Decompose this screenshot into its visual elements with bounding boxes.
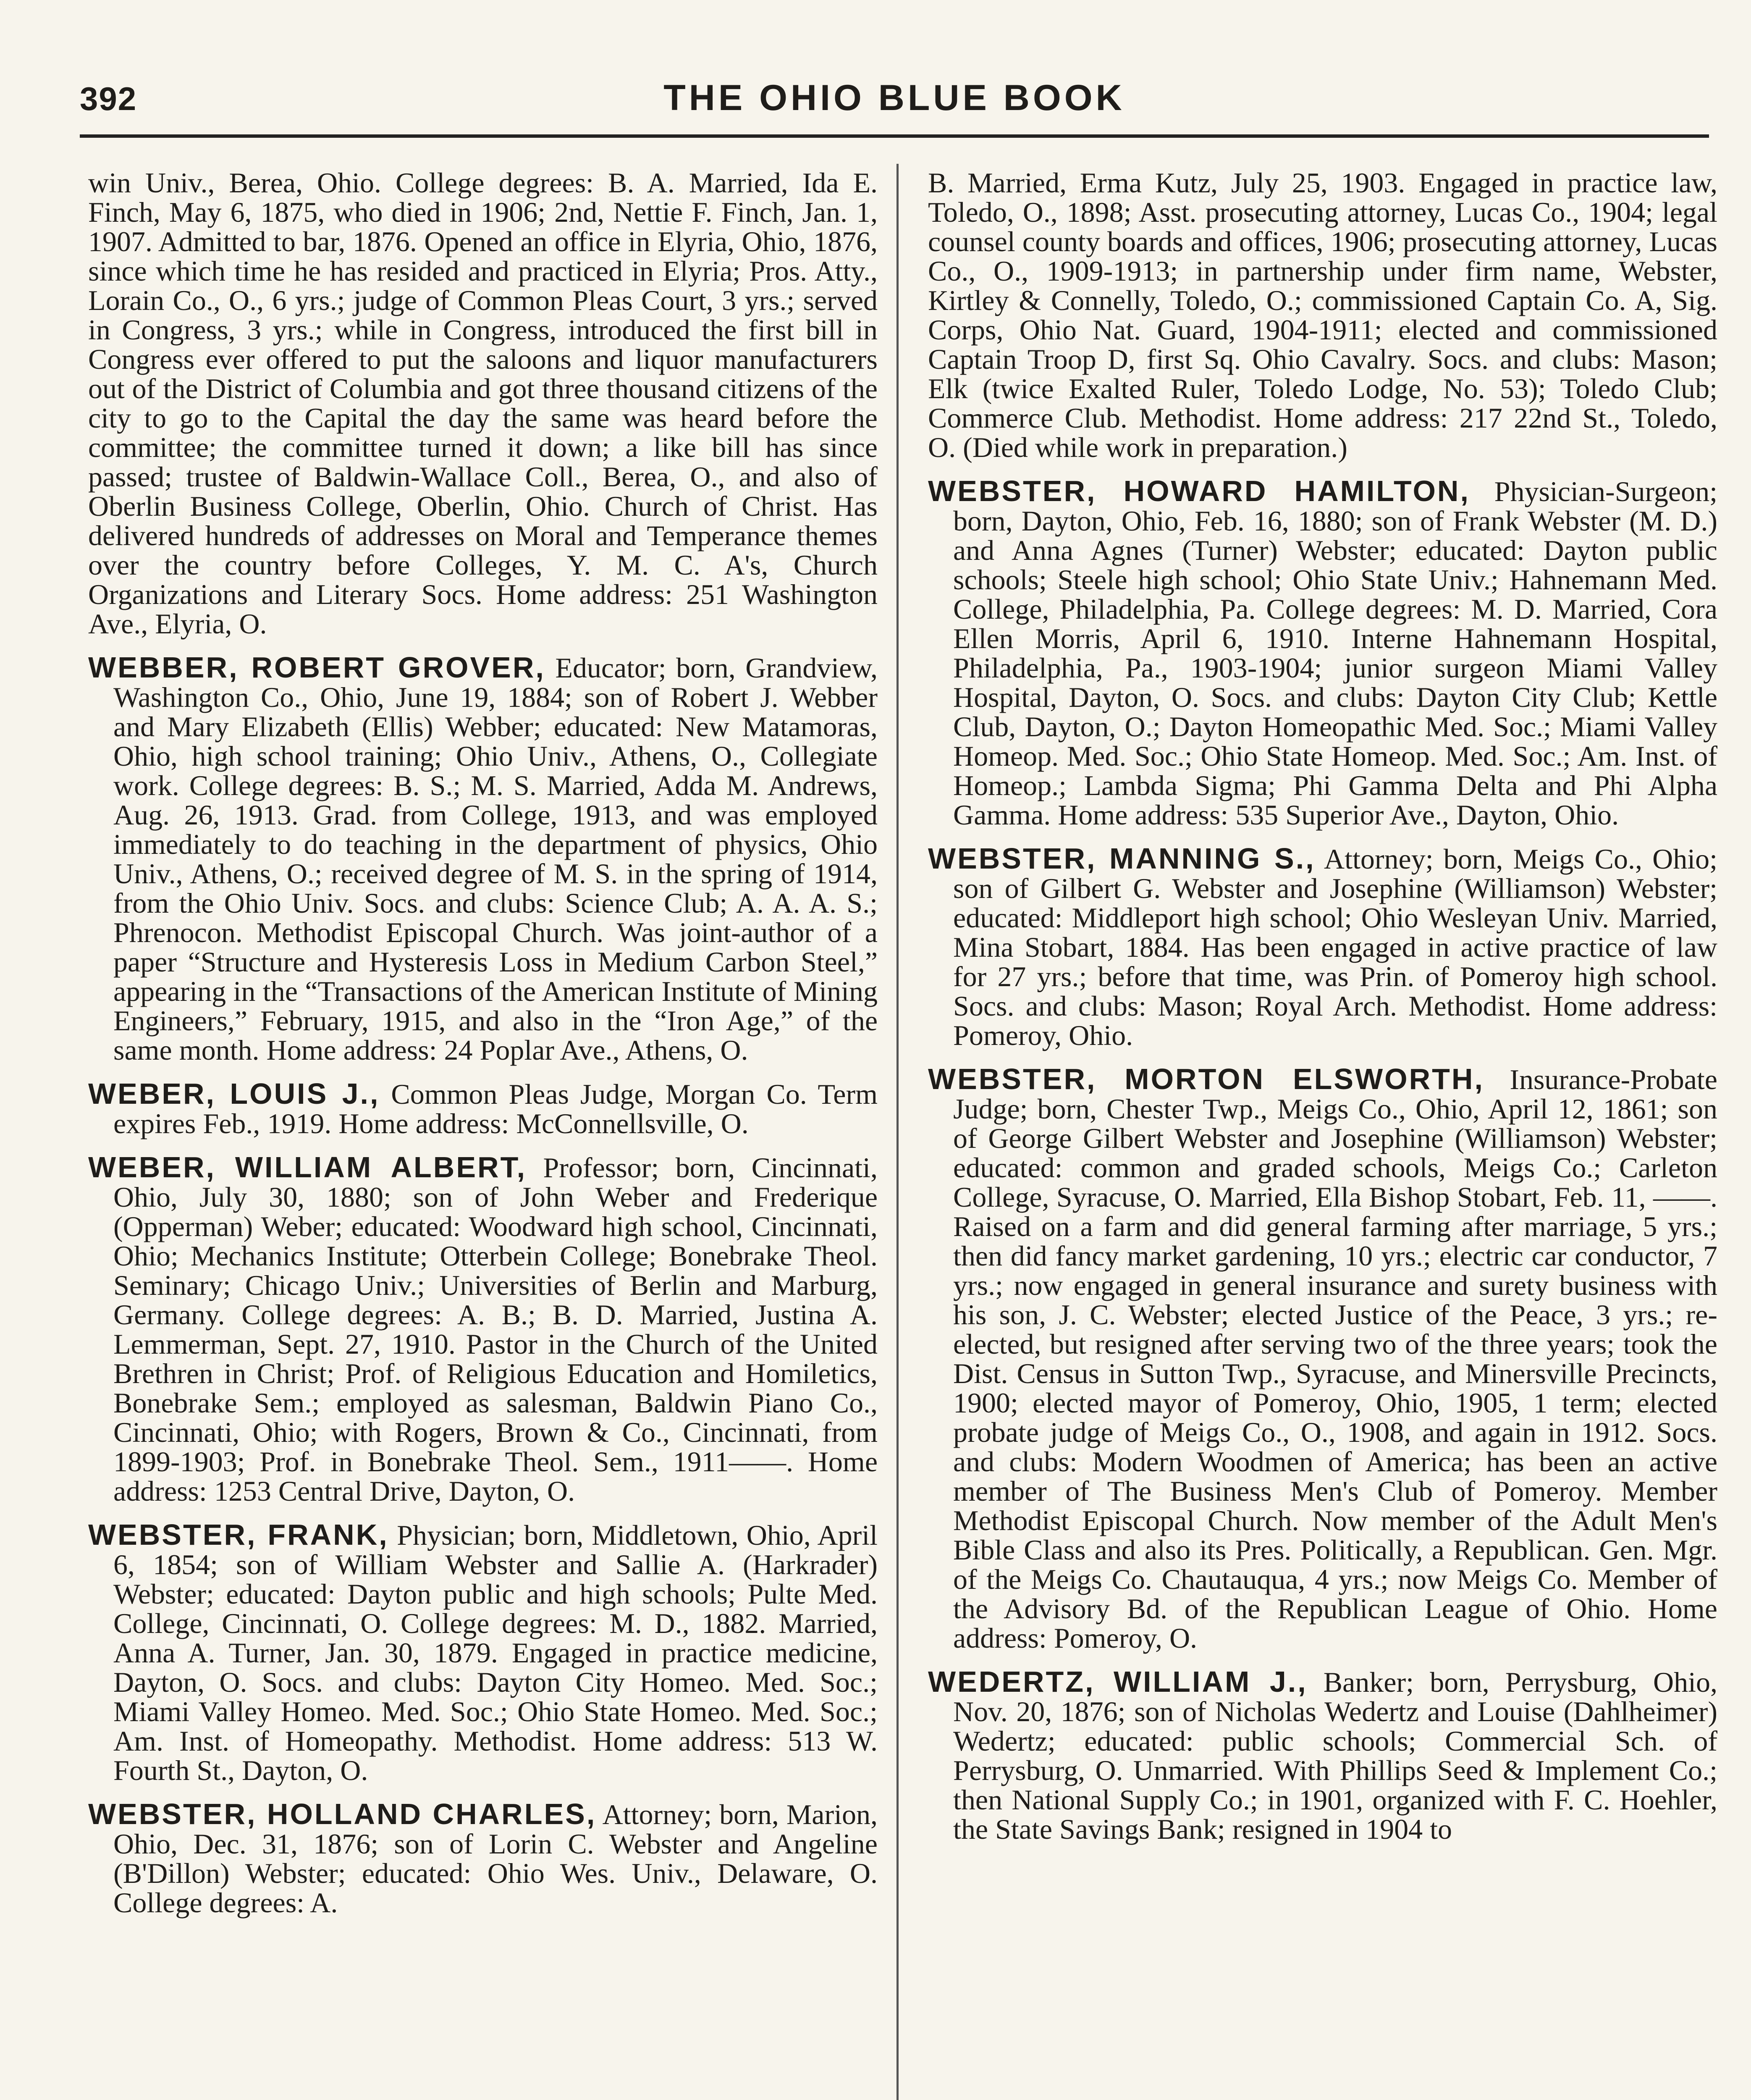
biography-entry: B. Married, Erma Kutz, July 25, 1903. Engaged in practice law, Toledo, O., 1898; Asst. prosecuting attorney, Lucas Co., 1904; legal counsel county boards and offices, 1906; prosecuting attorney, Lucas Co., O., 1909-1913; in partnership under firm name, Webster, Kirtley & Connelly, Toledo, O.; commissioned Captain Co. A, Sig. Corps, Ohio Nat. Guard, 1904-1911; elected and commissioned Captain Troop D, first Sq. Ohio Cavalry. Socs. and clubs: Mason; Elk (twice Exalted Ruler, Toledo Lodge, No. 53); Toledo Club; Commerce Club. Methodist. Home address: 217 22nd St., Toledo, O. (Died while work in preparation.) bbox=[928, 167, 1717, 463]
page-header bbox=[80, 63, 1709, 138]
entry-name: WEBSTER, MANNING S., bbox=[928, 842, 1316, 875]
biography-entry bbox=[88, 1152, 878, 1506]
biography-entry bbox=[88, 1079, 878, 1138]
biography-entry bbox=[88, 1520, 878, 1785]
entry-name: WEBER, LOUIS J., bbox=[88, 1077, 380, 1110]
entry-text: Professor; born, Cincinnati, Ohio, July 30, 1880; son of John Weber and Frederique (Opperman) Weber; educated: Woodward high school, Cincinnati, Ohio; Mechanics Institute; Otterbein College; Bonebrake Theol. Seminary; Chicago Univ.; Universities of Berlin and Marburg, Germany. College degrees: A. B.; B. D. Married, Justina A. Lemmerman, Sept. 27, 1910. Pastor in the Church of the United Brethren in Christ; Prof. of Religious Education and Homiletics, Bonebrake Sem.; employed as salesman, Baldwin Piano Co., Cincinnati, Ohio; with Rogers, Brown & Co., Cincinnati, from 1899-1903; Prof. in Bonebrake Theol. Sem., 1911——. Home address: 1253 Central Drive, Dayton, O. bbox=[113, 1152, 878, 1507]
entry-text: Physician; born, Middletown, Ohio, April 6, 1854; son of William Webster and Sallie A. (Harkrader) Webster; educated: Dayton public and high schools; Pulte Med. College, Cincinnati, O. College degrees: M. D., 1882. Married, Anna A. Turner, Jan. 30, 1879. Engaged in practice medicine, Dayton, O. Socs. and clubs: Dayton City Homeo. Med. Soc.; Miami Valley Homeo. Med. Soc.; Ohio State Homeo. Med. Soc.; Am. Inst. of Homeopathy. Methodist. Home address: 513 W. Fourth St., Dayton, O. bbox=[113, 1519, 878, 1786]
biography-entry bbox=[928, 476, 1717, 830]
entry-text: Attorney; born, Meigs Co., Ohio; son of Gilbert G. Webster and Josephine (Williamson) Webster; educated: Middleport high school; Ohio Wesleyan Univ. Married, Mina Stobart, 1884. Has been engaged in active practice of law for 27 yrs.; before that time, was Prin. of Pomeroy high school. Socs. and clubs: Mason; Royal Arch. Methodist. Home address: Pomeroy, Ohio. bbox=[953, 843, 1717, 1051]
entry-name: WEDERTZ, WILLIAM J., bbox=[928, 1665, 1308, 1698]
biography-entry bbox=[928, 844, 1717, 1050]
entry-text: Physician-Surgeon; born, Dayton, Ohio, Feb. 16, 1880; son of Frank Webster (M. D.) and Anna Agnes (Turner) Webster; educated: Dayton public schools; Steele high school; Ohio State Univ.; Hahnemann Med. College, Philadelphia, Pa. College degrees: M. D. Married, Cora Ellen Morris, April 6, 1910. Interne Hahnemann Hospital, Philadelphia, Pa., 1903-1904; junior surgeon Miami Valley Hospital, Dayton, O. Socs. and clubs: Dayton City Club; Kettle Club, Dayton, O.; Dayton Homeopathic Med. Soc.; Miami Valley Homeop. Med. Soc.; Ohio State Homeop. Med. Soc.; Am. Inst. of Homeop.; Lambda Sigma; Phi Gamma Delta and Phi Alpha Gamma. Home address: 535 Superior Ave., Dayton, Ohio. bbox=[953, 475, 1718, 831]
entry-name: WEBER, WILLIAM ALBERT, bbox=[88, 1151, 527, 1184]
entry-text: Educator; born, Grandview, Washington Co., Ohio, June 19, 1884; son of Robert J. Webber and Mary Elizabeth (Ellis) Webber; educated: New Matamoras, Ohio, high school training; Ohio Univ., Athens, O., Collegiate work. College degrees: B. S.; M. S. Married, Adda M. Andrews, Aug. 26, 1913. Grad. from College, 1913, and was employed immediately to do teaching in the department of physics, Ohio Univ., Athens, O.; received degree of M. S. in the spring of 1914, from the Ohio Univ. Socs. and clubs: Science Club; A. A. A. S.; Phrenocon. Methodist Episcopal Church. Was joint-author of a paper “Structure and Hysteresis Loss in Medium Carbon Steel,” appearing in the “Transactions of the American Institute of Mining Engineers,” February, 1915, and also in the “Iron Age,” of the same month. Home address: 24 Poplar Ave., Athens, O. bbox=[113, 652, 878, 1066]
entry-name: WEBSTER, MORTON ELSWORTH, bbox=[928, 1063, 1484, 1095]
biography-entry bbox=[928, 1064, 1717, 1653]
biography-entry: win Univ., Berea, Ohio. College degrees: B. A. Married, Ida E. Finch, May 6, 1875, who died in 1906; 2nd, Nettie F. Finch, Jan. 1, 1907. Admitted to bar, 1876. Opened an office in Elyria, Ohio, 1876, since which time he has resided and practiced in Elyria; Pros. Atty., Lorain Co., O., 6 yrs.; judge of Common Pleas Court, 3 yrs.; served in Congress, 3 yrs.; while in Congress, introduced the first bill in Congress ever offered to put the saloons and liquor manufacturers out of the District of Columbia and got three thousand citizens of the city to go to the Capital the day the same was heard before the committee; the committee turned it down; a like bill has since passed; trustee of Baldwin-Wallace Coll., Berea, O., and also of Oberlin Business College, Oberlin, Ohio. Church of Christ. Has delivered hundreds of addresses on Moral and Temperance themes over the country before Colleges, Y. M. C. A's, Church Organizations and Literary Socs. Home address: 251 Washington Ave., Elyria, O. bbox=[88, 167, 878, 640]
entry-name: WEBSTER, FRANK, bbox=[88, 1518, 389, 1551]
biography-entry bbox=[928, 1667, 1717, 1844]
column-divider bbox=[896, 164, 899, 2100]
entry-name: WEBSTER, HOLLAND CHARLES, bbox=[88, 1798, 597, 1830]
right-column bbox=[928, 168, 1717, 1858]
biography-entry bbox=[88, 1799, 878, 1917]
entry-name: WEBSTER, HOWARD HAMILTON, bbox=[928, 475, 1470, 507]
running-title: THE OHIO BLUE BOOK bbox=[663, 78, 1125, 118]
page-number: 392 bbox=[80, 80, 137, 117]
entry-text: Common Pleas Judge, Morgan Co. Term expires Feb., 1919. Home address: McConnellsville, O. bbox=[113, 1078, 878, 1139]
entry-text: Attorney; born, Marion, Ohio, Dec. 31, 1876; son of Lorin C. Webster and Angeline (B'Dillon) Webster; educated: Ohio Wes. Univ., Delaware, O. College degrees: A. bbox=[113, 1798, 878, 1919]
left-column bbox=[88, 168, 878, 1932]
entry-text: Insurance-Probate Judge; born, Chester Twp., Meigs Co., Ohio, April 12, 1861; son of George Gilbert Webster and Josephine (Williamson) Webster; educated: common and graded schools, Meigs Co.; Carleton College, Syracuse, O. Married, Ella Bishop Stobart, Feb. 11, ——. Raised on a farm and did general farming after marriage, 5 yrs.; then did fancy market gardening, 10 yrs.; electric car conductor, 7 yrs.; now engaged in general insurance and surety business with his son, J. C. Webster; elected Justice of the Peace, 3 yrs.; re-elected, but resigned after serving two of the three years; took the Dist. Census in Sutton Twp., Syracuse, and Minersville Precincts, 1900; elected mayor of Pomeroy, Ohio, 1905, 1 term; elected probate judge of Meigs Co., O., 1908, and again in 1912. Socs. and clubs: Modern Woodmen of America; has been an active member of The Business Men's Club of Pomeroy. Member Methodist Episcopal Church. Now member of the Adult Men's Bible Class and also its Pres. Politically, a Republican. Gen. Mgr. of the Meigs Co. Chautauqua, 4 yrs.; now Meigs Co. Member of the Advisory Bd. of the Republican League of Ohio. Home address: Pomeroy, O. bbox=[953, 1063, 1717, 1654]
biography-entry bbox=[88, 653, 878, 1065]
entry-name: WEBBER, ROBERT GROVER, bbox=[88, 651, 545, 684]
entry-text: Banker; born, Perrysburg, Ohio, Nov. 20, 1876; son of Nicholas Wedertz and Louise (Dahlheimer) Wedertz; educated: public schools; Commercial Sch. of Perrysburg, O. Unmarried. With Phillips Seed & Implement Co.; then National Supply Co.; in 1901, organized with F. C. Hoehler, the State Savings Bank; resigned in 1904 to bbox=[953, 1666, 1717, 1845]
